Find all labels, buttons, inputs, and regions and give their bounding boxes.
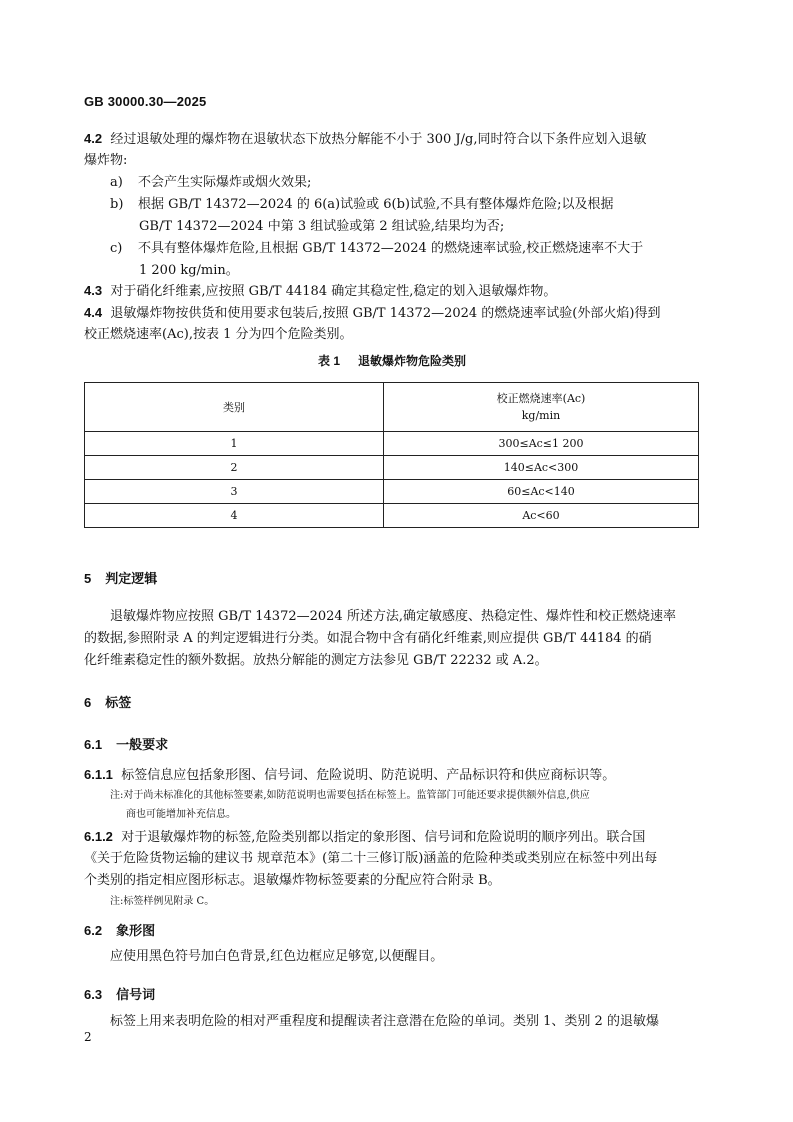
clause-4-2-cont: 爆炸物: <box>84 153 128 168</box>
section-5-line-2: 的数据,参照附录 A 的判定逻辑进行分类。如混合物中含有硝化纤维素,则应提供 GB/T 44184 的硝 <box>84 631 652 646</box>
section-6-1-heading <box>84 734 168 753</box>
list-label: c) <box>110 241 123 256</box>
section-number: 6.2 <box>84 923 103 938</box>
table-header-row <box>85 383 699 432</box>
note-6-1-2: 注:标签样例见附录 C。 <box>110 896 215 907</box>
table-row <box>85 456 699 480</box>
section-number: 6.3 <box>84 987 103 1002</box>
clause-text: 标签信息应包括象形图、信号词、危险说明、防范说明、产品标识符和供应商标识等。 <box>121 768 616 783</box>
list-text: 不具有整体爆炸危险,且根据 GB/T 14372—2024 的燃烧速率试验,校正燃烧速率不大于 <box>138 241 644 256</box>
list-item-a <box>110 172 700 194</box>
cell-rate: Ac<60 <box>384 504 699 528</box>
section-number: 5 <box>84 571 92 586</box>
note-6-1-1-line-2: 商也可能增加补充信息。 <box>126 809 236 820</box>
section-6-3-heading <box>84 984 155 1003</box>
cell-category: 1 <box>85 432 384 456</box>
standard-code: GB 30000.30—2025 <box>84 94 207 109</box>
list-item-c-cont: 1 200 kg/min。 <box>139 263 239 278</box>
column-header-rate <box>384 383 699 432</box>
page-number: 2 <box>84 1030 92 1044</box>
note-6-1-1-line-1: 注:对于尚未标准化的其他标签要素,如防范说明也需要包括在标签上。监管部门可能还要求提供额外信息,供应 <box>110 790 590 801</box>
cell-rate: 140≤Ac<300 <box>384 456 699 480</box>
table-caption <box>84 352 700 369</box>
section-title: 信号词 <box>116 987 156 1002</box>
section-title: 判定逻辑 <box>105 571 158 586</box>
clause-number: 4.2 <box>84 131 103 146</box>
clause-number: 6.1.2 <box>84 829 113 844</box>
section-5-line-1: 退敏爆炸物应按照 GB/T 14372—2024 所述方法,确定敏感度、热稳定性、爆炸性和校正燃烧速率 <box>110 609 676 624</box>
list-label: b) <box>110 197 124 212</box>
column-header-category: 类别 <box>85 383 384 432</box>
list-label: a) <box>110 175 123 190</box>
list-text: 根据 GB/T 14372—2024 的 6(a)试验或 6(b)试验,不具有整体爆炸危险;以及根据 <box>138 197 614 212</box>
clause-4-2 <box>84 128 700 151</box>
list-item-c <box>110 238 700 260</box>
table-title: 退敏爆炸物危险类别 <box>358 354 467 368</box>
section-number: 6 <box>84 695 92 710</box>
clause-4-4 <box>84 302 700 325</box>
section-title: 一般要求 <box>116 737 169 752</box>
clause-6-1-2 <box>84 826 700 849</box>
clause-text-line: 对于退敏爆炸物的标签,危险类别都以指定的象形图、信号词和危险说明的顺序列出。联合国 <box>121 830 646 845</box>
clause-6-1-2-line-3: 个类别的指定相应图形标志。退敏爆炸物标签要素的分配应符合附录 B。 <box>84 873 501 888</box>
clause-6-1-2-line-2: 《关于危险货物运输的建议书 规章范本》(第二十三修订版)涵盖的危险种类或类别应在标签中列出每 <box>84 851 658 866</box>
clause-6-1-1 <box>84 764 700 787</box>
section-number: 6.1 <box>84 737 103 752</box>
section-title: 标签 <box>105 695 132 710</box>
clause-6-3-text: 标签上用来表明危险的相对严重程度和提醒读者注意潜在危险的单词。类别 1、类别 2 的退敏爆 <box>110 1014 659 1029</box>
section-5-line-3: 化纤维素稳定性的额外数据。放热分解能的测定方法参见 GB/T 22232 或 A.2。 <box>84 653 548 668</box>
column-header-rate-unit: kg/min <box>521 409 561 422</box>
cell-category: 4 <box>85 504 384 528</box>
clause-4-4-cont: 校正燃烧速率(Ac),按表 1 分为四个危险类别。 <box>84 327 353 342</box>
list-item-b <box>110 194 700 216</box>
table-row <box>85 480 699 504</box>
list-item-b-cont: GB/T 14372—2024 中第 3 组试验或第 2 组试验,结果均为否; <box>139 219 505 234</box>
cell-rate: 60≤Ac<140 <box>384 480 699 504</box>
section-6-heading <box>84 692 131 711</box>
clause-6-2-text: 应使用黑色符号加白色背景,红色边框应足够宽,以便醒目。 <box>110 949 444 964</box>
section-title: 象形图 <box>116 923 156 938</box>
table-row <box>85 432 699 456</box>
hazard-category-table <box>84 382 699 528</box>
clause-number: 6.1.1 <box>84 767 113 782</box>
table-row <box>85 504 699 528</box>
section-5-heading <box>84 568 157 587</box>
cell-category: 2 <box>85 456 384 480</box>
cell-category: 3 <box>85 480 384 504</box>
clause-number: 4.3 <box>84 283 103 298</box>
table-number: 表 1 <box>317 354 340 368</box>
clause-text-line: 退敏爆炸物按供货和使用要求包装后,按照 GB/T 14372—2024 的燃烧速率试验(外部火焰)得到 <box>110 306 661 321</box>
section-6-2-heading <box>84 920 155 939</box>
clause-4-3 <box>84 280 700 303</box>
clause-number: 4.4 <box>84 305 103 320</box>
cell-rate: 300≤Ac≤1 200 <box>384 432 699 456</box>
column-header-rate-line1: 校正燃烧速率(Ac) <box>496 392 586 405</box>
clause-text-line: 经过退敏处理的爆炸物在退敏状态下放热分解能不小于 300 J/g,同时符合以下条件应划入退敏 <box>110 132 647 147</box>
list-text: 不会产生实际爆炸或烟火效果; <box>138 175 312 190</box>
clause-text: 对于硝化纤维素,应按照 GB/T 44184 确定其稳定性,稳定的划入退敏爆炸物。 <box>110 284 557 299</box>
